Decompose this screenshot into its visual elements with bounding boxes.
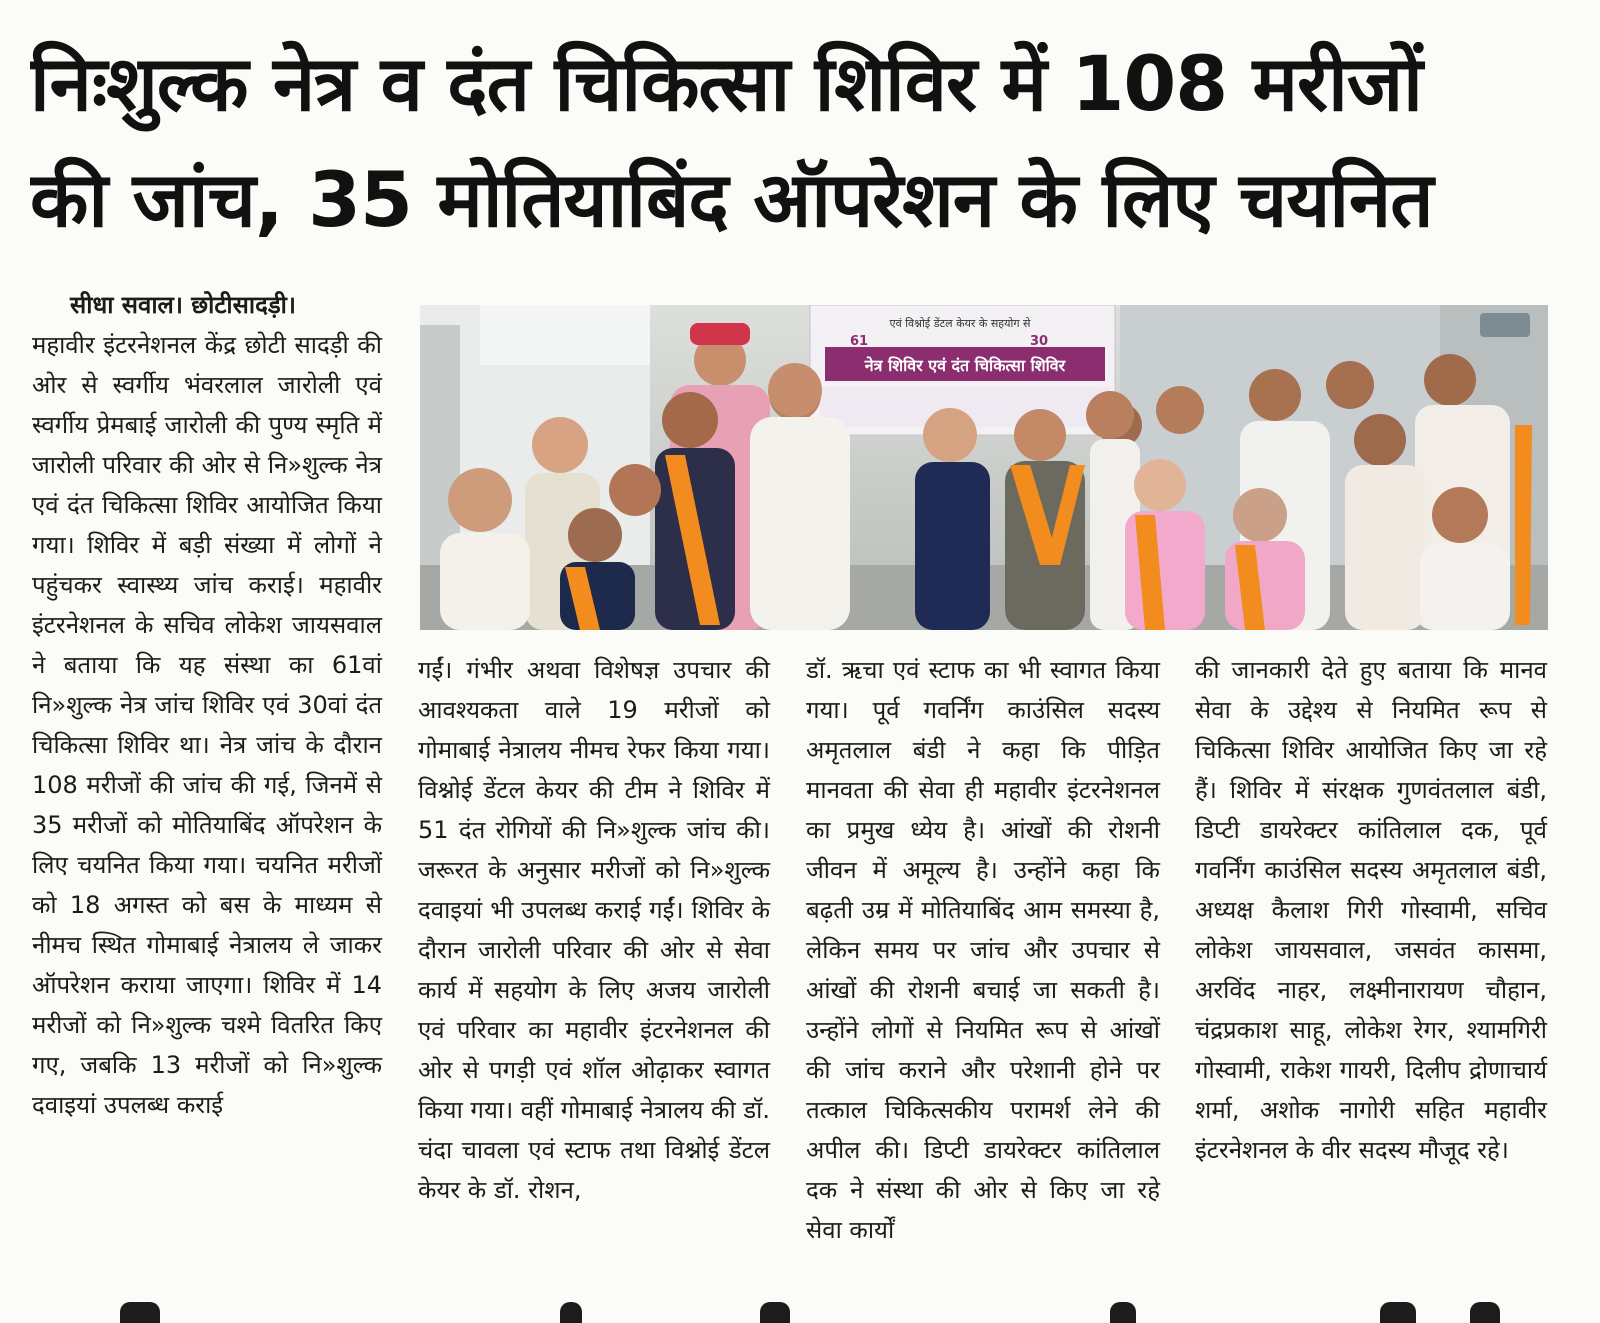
next-headline-cutoff: [0, 1300, 1600, 1323]
article-text-column-2: गईं। गंभीर अथवा विशेषज्ञ उपचार की आवश्यकता वाले 19 मरीजों को गोमाबाई नेत्रालय नीमच रेफर किया गया। विश्नोई डेंटल केयर की टीम ने शिविर में 51 दंत रोगियों की नि»शुल्क जांच की। जरूरत के अनुसार मरीजों को नि»शुल्क दवाइयां भी उपलब्ध कराई गईं। शिविर के दौरान जारोली परिवार की ओर से सेवा कार्य में सहयोग के लिए अजय जारोली एवं परिवार का महावीर इंटरनेशनल की ओर से पगड़ी एवं शॉल ओढ़ाकर स्वागत किया गया। वहीं गोमाबाई नेत्रालय की डॉ. चंदा चावला एवं स्टाफ तथा विश्नोई डेंटल केयर के डॉ. रोशन,: [418, 656, 770, 1204]
banner-caption-line-2: नेत्र शिविर एवं दंत चिकित्सा शिविर: [864, 356, 1066, 375]
cutoff-glyph: [1110, 1302, 1136, 1323]
article-column-3: [806, 650, 1160, 1250]
headline-line-2: की जांच, 35 मोतियाबिंद ऑपरेशन के लिए चयनित: [30, 155, 1433, 244]
cutoff-glyph: [560, 1302, 582, 1323]
dateline: सीधा सवाल। छोटीसादड़ी।: [70, 291, 296, 319]
news-photo: [420, 305, 1548, 630]
cutoff-glyph: [120, 1302, 160, 1323]
article-column-1: [32, 285, 382, 1125]
article-column-4: [1195, 650, 1547, 1170]
article-text-column-1: महावीर इंटरनेशनल केंद्र छोटी सादड़ी की ओर से स्वर्गीय भंवरलाल जारोली एवं स्वर्गीय प्रेमबाई जारोली की पुण्य स्मृति में जारोली परिवार की ओर से नि»शुल्क नेत्र एवं दंत चिकित्सा शिविर आयोजित किया गया। शिविर में बड़ी संख्या में लोगों ने पहुंचकर स्वास्थ्य जांच कराई। महावीर इंटरनेशनल के सचिव लोकेश जायसवाल ने बताया कि यह संस्था का 61वां नि»शुल्क नेत्र जांच शिविर एवं 30वां दंत चिकित्सा शिविर था। नेत्र जांच के दौरान 108 मरीजों की जांच की गई, जिनमें से 35 मरीजों को मोतियाबिंद ऑपरेशन के लिए चयनित किया गया। चयनित मरीजों को 18 अगस्त को बस के माध्यम से नीमच स्थित गोमाबाई नेत्रालय ले जाकर ऑपरेशन कराया जाएगा। शिविर में 14 मरीजों को नि»शुल्क चश्मे वितरित किए गए, जबकि 13 मरीजों को नि»शुल्क दवाइयां उपलब्ध कराई: [32, 331, 382, 1119]
article-text-column-3: डॉ. ऋचा एवं स्टाफ का भी स्वागत किया गया। पूर्व गवर्निंग काउंसिल सदस्य अमृतलाल बंडी ने कहा कि पीड़ित मानवता की सेवा ही महावीर इंटरनेशनल का प्रमुख ध्येय है। आंखों की रोशनी जीवन में अमूल्य है। उन्होंने कहा कि बढ़ती उम्र में मोतियाबिंद आम समस्या है, लेकिन समय पर जांच और उपचार से आंखों की रोशनी बचाई जा सकती है। उन्होंने लोगों से नियमित रूप से आंखों की जांच कराने और परेशानी होने पर तत्काल चिकित्सकीय परामर्श लेने की अपील की। डिप्टी डायरेक्टर कांतिलाल दक ने संस्था की ओर से किए जा रहे सेवा कार्यों: [806, 656, 1160, 1244]
group-photo-image: [420, 305, 1548, 630]
article-text-column-4: की जानकारी देते हुए बताया कि मानव सेवा के उद्देश्य से नियमित रूप से चिकित्सा शिविर आयोजित किए जा रहे हैं। शिविर में संरक्षक गुणवंतलाल बंडी, डिप्टी डायरेक्टर कांतिलाल दक, पूर्व गवर्निंग काउंसिल सदस्य अमृतलाल बंडी, अध्यक्ष कैलाश गिरी गोस्वामी, सचिव लोकेश जायसवाल, जसवंत कासमा, अरविंद नाहर, लक्ष्मीनारायण चौहान, चंद्रप्रकाश साहू, लोकेश रेगर, श्यामगिरी गोस्वामी, राकेश गायरी, दिलीप द्रोणाचार्य शर्मा, अशोक नागोरी सहित महावीर इंटरनेशनल के वीर सदस्य मौजूद रहे।: [1195, 656, 1547, 1164]
cutoff-glyph: [760, 1302, 790, 1323]
cutoff-glyph: [1470, 1302, 1500, 1323]
headline: [30, 26, 1550, 258]
banner-number-left: 61: [850, 334, 869, 349]
cutoff-glyph: [1380, 1302, 1416, 1323]
headline-line-1: निःशुल्क नेत्र व दंत चिकित्सा शिविर में 108 मरीजों: [30, 39, 1422, 128]
banner-caption-line-1: एवं विश्नोई डेंटल केयर के सहयोग से: [889, 317, 1031, 330]
article-column-2: [418, 650, 770, 1210]
banner-number-right: 30: [1030, 334, 1049, 349]
